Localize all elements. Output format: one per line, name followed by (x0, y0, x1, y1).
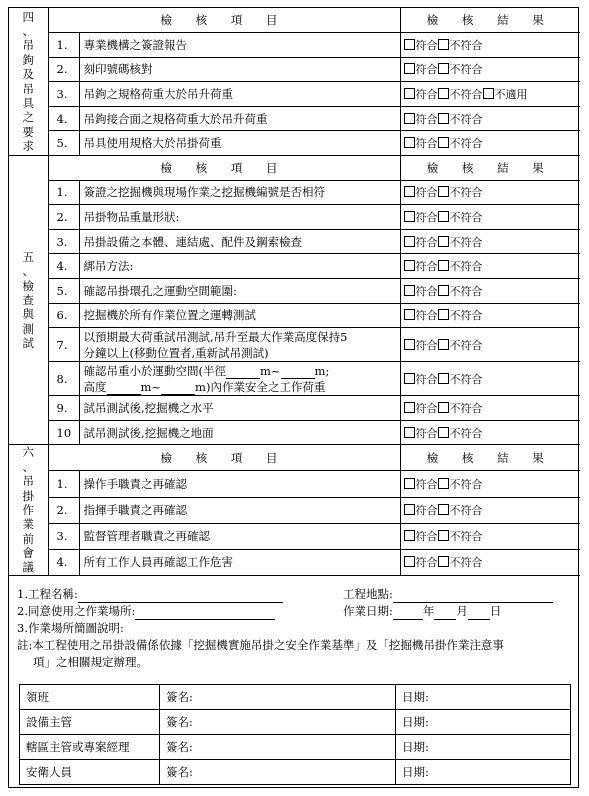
unit-label: m; (314, 363, 330, 378)
signature-row (20, 760, 571, 785)
item-text-line1: 確認吊掛環孔之運動空間範圍: (83, 283, 237, 298)
result-column-header: 檢 核 結 果 (400, 156, 580, 181)
not-applicable-checkbox[interactable] (483, 88, 494, 99)
unit-label: m)內作業安全之工作荷重 (195, 379, 326, 394)
day-label: 日 (489, 604, 502, 618)
form-footer (9, 580, 578, 671)
row-number: 10 (48, 420, 79, 445)
row-number: 2. (48, 205, 79, 230)
row-result (400, 106, 580, 131)
fail-label: 不符合 (449, 338, 483, 352)
row-number: 1. (48, 180, 79, 205)
row-item-text (79, 549, 400, 575)
row-result (400, 57, 580, 82)
pass-checkbox[interactable] (404, 504, 415, 515)
fail-checkbox[interactable] (438, 285, 449, 296)
year-field[interactable] (393, 607, 423, 620)
row-item-text (79, 33, 400, 58)
row-result (400, 471, 580, 497)
section-title-char: 要 (22, 124, 34, 139)
month-field[interactable] (434, 607, 456, 620)
fail-checkbox[interactable] (438, 402, 449, 413)
height-max-field[interactable] (161, 382, 195, 395)
row-result (400, 279, 580, 304)
row-result (400, 362, 580, 396)
signature-role: 設備主管 (20, 710, 160, 735)
section-title (9, 156, 48, 445)
project-site-field[interactable] (393, 590, 553, 603)
day-field[interactable] (468, 607, 490, 620)
row-item-text (79, 254, 400, 279)
pass-label: 符合 (415, 137, 438, 151)
signature-field[interactable]: 簽名: (160, 710, 396, 735)
pass-checkbox[interactable] (404, 556, 415, 567)
date-field[interactable]: 日期: (396, 735, 571, 760)
section-title (9, 445, 48, 575)
row-item-text (79, 396, 400, 421)
pass-checkbox[interactable] (404, 186, 415, 197)
fail-checkbox[interactable] (438, 260, 449, 271)
table-row (9, 420, 580, 445)
unit-label: m~ (140, 379, 162, 394)
pass-checkbox[interactable] (404, 285, 415, 296)
section-title-char: 吊 (22, 38, 34, 53)
fail-label: 不符合 (449, 112, 483, 126)
item-text-line1: 綁吊方法: (83, 259, 134, 274)
not-applicable-label: 不適用 (494, 88, 528, 102)
fail-checkbox[interactable] (438, 63, 449, 74)
pass-checkbox[interactable] (404, 113, 415, 124)
table-row (9, 549, 580, 575)
pass-checkbox[interactable] (404, 427, 415, 438)
note-line-2: 項」之相關規定辦理。 (33, 655, 148, 669)
row-number: 6. (48, 303, 79, 328)
section-title-char: 會 (22, 546, 34, 561)
agree-place-label: 2.同意使用之作業場所: (17, 604, 136, 618)
table-row (9, 131, 580, 156)
section-title-char: 四 (22, 9, 34, 24)
fail-label: 不符合 (449, 88, 483, 102)
fail-label: 不符合 (449, 530, 483, 544)
section-title-char: 測 (22, 321, 34, 336)
row-item-text (79, 303, 400, 328)
row-number: 3. (48, 82, 79, 107)
row-result (400, 396, 580, 421)
pass-label: 符合 (415, 211, 438, 225)
inspection-form (8, 7, 579, 788)
item-column-header: 檢 核 項 目 (48, 445, 400, 471)
row-item-text (79, 229, 400, 254)
item-text-line1: 挖掘機於所有作業位置之運轉測試 (83, 308, 256, 323)
item-text-line1: 吊掛設備之本體、連結處、配件及鋼索檢查 (83, 234, 302, 249)
table-row (9, 82, 580, 107)
date-field[interactable]: 日期: (396, 710, 571, 735)
table-row (9, 396, 580, 421)
table-row (9, 180, 580, 205)
fail-label: 不符合 (449, 186, 483, 200)
pass-label: 符合 (415, 309, 438, 323)
fail-label: 不符合 (449, 63, 483, 77)
section-header-row (9, 8, 580, 33)
fail-checkbox[interactable] (438, 556, 449, 567)
agree-place-field[interactable] (135, 607, 275, 620)
row-result (400, 420, 580, 445)
section-title-char: 、 (22, 24, 34, 39)
item-column-header: 檢 核 項 目 (48, 156, 400, 181)
table-row (9, 523, 580, 549)
section-title-char: 吊 (22, 81, 34, 96)
project-name-label: 1.工程名稱: (17, 587, 78, 601)
item-text-line1: 簽證之挖掘機與現場作業之挖掘機編號是否相符 (83, 185, 325, 200)
row-number: 7. (48, 328, 79, 362)
row-item-text (79, 279, 400, 304)
item-text-line1: 以預期最大荷重試吊測試,吊升至最大作業高度保持5 (83, 329, 348, 344)
note-line-1: 註:本工程使用之吊掛設備係依據「挖掘機實施吊掛之安全作業基準」及「挖掘機吊掛作業注意事 (17, 638, 504, 652)
signature-table (19, 684, 571, 785)
fail-checkbox[interactable] (438, 427, 449, 438)
signature-row (20, 685, 571, 710)
row-result (400, 229, 580, 254)
section-title-char: 業 (22, 517, 34, 532)
date-field[interactable]: 日期: (396, 760, 571, 785)
item-text-line1: 操作手職責之再確認 (83, 477, 187, 491)
pass-label: 符合 (415, 556, 438, 570)
section-title-char: 查 (22, 293, 34, 308)
fail-label: 不符合 (449, 504, 483, 518)
item-text-line1: 刻印號碼核對 (83, 62, 153, 77)
pass-label: 符合 (415, 338, 438, 352)
row-item-text (79, 497, 400, 523)
row-result (400, 205, 580, 230)
signature-field[interactable]: 簽名: (160, 735, 396, 760)
pass-checkbox[interactable] (404, 211, 415, 222)
row-number: 3. (48, 523, 79, 549)
row-result (400, 497, 580, 523)
row-item-text (79, 131, 400, 156)
radius-min-field[interactable] (226, 366, 260, 379)
radius-max-field[interactable] (281, 366, 315, 379)
signature-field[interactable]: 簽名: (160, 760, 396, 785)
row-result (400, 131, 580, 156)
row-item-text (79, 362, 400, 396)
fail-label: 不符合 (449, 235, 483, 249)
fail-checkbox[interactable] (438, 530, 449, 541)
section-title-char: 之 (22, 110, 34, 125)
table-row (9, 328, 580, 362)
pass-label: 符合 (415, 426, 438, 440)
section-title-char: 與 (22, 307, 34, 322)
row-number: 1. (48, 33, 79, 58)
section-title-char: 掛 (22, 488, 34, 503)
row-item-text (79, 106, 400, 131)
row-item-text (79, 420, 400, 445)
item-text-line1: 指揮手職責之再確認 (83, 503, 187, 518)
pass-checkbox[interactable] (404, 309, 415, 320)
item-text-line2: 高度 (83, 379, 107, 394)
fail-label: 不符合 (449, 426, 483, 440)
table-row (9, 362, 580, 396)
fail-checkbox[interactable] (438, 211, 449, 222)
fail-label: 不符合 (449, 137, 483, 151)
pass-label: 符合 (415, 38, 438, 52)
pass-label: 符合 (415, 88, 438, 102)
date-field[interactable]: 日期: (396, 685, 571, 710)
pass-label: 符合 (415, 112, 438, 126)
row-result (400, 82, 580, 107)
signature-role: 領班 (20, 685, 160, 710)
signature-role: 轄區主管或專案經理 (20, 735, 160, 760)
item-text-line1: 吊掛物品重量形狀: (83, 210, 180, 225)
row-item-text (79, 328, 400, 362)
pass-label: 符合 (415, 235, 438, 249)
table-row (9, 229, 580, 254)
section-title-char: 求 (22, 139, 34, 154)
section-title-char: 、 (22, 264, 34, 279)
section-title-char: 、 (22, 459, 34, 474)
fail-label: 不符合 (449, 478, 483, 491)
row-result (400, 303, 580, 328)
fail-label: 不符合 (449, 556, 483, 570)
pass-label: 符合 (415, 504, 438, 518)
table-row (9, 279, 580, 304)
pass-checkbox[interactable] (404, 137, 415, 148)
pass-checkbox[interactable] (404, 339, 415, 350)
table-row (9, 303, 580, 328)
table-row (9, 471, 580, 497)
pass-label: 符合 (415, 530, 438, 544)
row-result (400, 523, 580, 549)
row-item-text (79, 180, 400, 205)
section-header-row (9, 156, 580, 181)
section-title-char: 試 (22, 336, 34, 351)
fail-label: 不符合 (449, 372, 483, 386)
section-title (9, 8, 48, 156)
fail-label: 不符合 (449, 309, 483, 323)
row-number: 1. (48, 471, 79, 497)
fail-checkbox[interactable] (438, 339, 449, 350)
pass-checkbox[interactable] (404, 63, 415, 74)
row-number: 8. (48, 362, 79, 396)
row-item-text (79, 57, 400, 82)
pass-checkbox[interactable] (404, 402, 415, 413)
fail-checkbox[interactable] (438, 88, 449, 99)
row-item-text (79, 471, 400, 497)
row-number: 4. (48, 549, 79, 575)
row-number: 4. (48, 254, 79, 279)
pass-checkbox[interactable] (404, 236, 415, 247)
row-number: 3. (48, 229, 79, 254)
fail-checkbox[interactable] (438, 113, 449, 124)
result-column-header: 檢 核 結 果 (400, 445, 580, 471)
work-date-label: 作業日期: (343, 604, 393, 618)
item-text-line1: 試吊測試後,挖掘機之水平 (83, 401, 214, 416)
item-column-header: 檢 核 項 目 (48, 8, 400, 33)
result-column-header: 檢 核 結 果 (400, 8, 580, 33)
table-row (9, 254, 580, 279)
signature-row (20, 710, 571, 735)
section-title-char: 具 (22, 95, 34, 110)
item-text-line1: 吊鉤之規格荷重大於吊升荷重 (83, 87, 233, 102)
section-title-char: 檢 (22, 278, 34, 293)
item-text-line1: 吊鉤接合面之規格荷重大於吊升荷重 (83, 111, 268, 126)
signature-role: 安衛人員 (20, 760, 160, 785)
fail-label: 不符合 (449, 38, 483, 52)
table-row (9, 205, 580, 230)
pass-label: 符合 (415, 186, 438, 200)
row-result (400, 180, 580, 205)
section-title-char: 吊 (22, 474, 34, 489)
scope-label: 3.作業場所簡圖說明: (17, 621, 124, 635)
section-title-char: 五 (22, 249, 34, 264)
table-row (9, 106, 580, 131)
pass-checkbox[interactable] (404, 39, 415, 50)
item-text-line1: 所有工作人員再確認工作危害 (83, 555, 233, 570)
fail-label: 不符合 (449, 284, 483, 298)
table-row (9, 33, 580, 58)
fail-checkbox[interactable] (438, 309, 449, 320)
pass-checkbox[interactable] (404, 530, 415, 541)
section-title-char: 鉤 (22, 52, 34, 67)
row-result (400, 328, 580, 362)
pass-checkbox[interactable] (404, 88, 415, 99)
row-result (400, 33, 580, 58)
item-text-line1: 試吊測試後,挖掘機之地面 (83, 425, 214, 440)
pass-label: 符合 (415, 372, 438, 386)
section-title-char: 前 (22, 531, 34, 546)
fail-checkbox[interactable] (438, 137, 449, 148)
pass-label: 符合 (415, 478, 438, 491)
month-label: 月 (456, 604, 468, 618)
pass-label: 符合 (415, 63, 438, 77)
item-text-line1: 專業機構之簽證報告 (83, 37, 187, 52)
fail-label: 不符合 (449, 260, 483, 274)
height-min-field[interactable] (107, 382, 141, 395)
table-row (9, 57, 580, 82)
signature-field[interactable]: 簽名: (160, 685, 396, 710)
row-number: 5. (48, 279, 79, 304)
section-title-char: 六 (22, 445, 34, 460)
inspection-table (9, 8, 580, 576)
fail-checkbox[interactable] (438, 186, 449, 197)
row-result (400, 549, 580, 575)
row-item-text (79, 82, 400, 107)
year-label: 年 (422, 604, 435, 618)
fail-checkbox[interactable] (438, 236, 449, 247)
item-text-line1: 監督管理者職責之再確認 (83, 529, 210, 544)
unit-label: m~ (260, 363, 281, 378)
project-site-label: 工程地點: (343, 587, 393, 601)
section-title-char: 及 (22, 67, 34, 82)
signature-row (20, 735, 571, 760)
row-result (400, 254, 580, 279)
fail-checkbox[interactable] (438, 478, 449, 489)
pass-checkbox[interactable] (404, 373, 415, 384)
item-text-line1: 吊具使用規格大於吊掛荷重 (83, 136, 222, 151)
row-number: 9. (48, 396, 79, 421)
table-row (9, 497, 580, 523)
fail-label: 不符合 (449, 211, 483, 225)
fail-checkbox[interactable] (438, 373, 449, 384)
fail-label: 不符合 (449, 402, 483, 416)
section-header-row (9, 445, 580, 471)
item-text-line1: 確認吊重小於運動空間(半徑 (83, 363, 226, 378)
fail-checkbox[interactable] (438, 504, 449, 515)
row-item-text (79, 523, 400, 549)
row-number: 4. (48, 106, 79, 131)
pass-checkbox[interactable] (404, 478, 415, 489)
section-title-char: 作 (22, 502, 34, 517)
row-number: 5. (48, 131, 79, 156)
pass-label: 符合 (415, 284, 438, 298)
item-text-line2: 分鐘以上(移動位置者,重新試吊測試) (83, 345, 269, 360)
pass-label: 符合 (415, 402, 438, 416)
pass-checkbox[interactable] (404, 260, 415, 271)
row-item-text (79, 205, 400, 230)
project-name-field[interactable] (78, 590, 283, 603)
section-title-char: 議 (22, 560, 34, 575)
row-number: 2. (48, 57, 79, 82)
pass-label: 符合 (415, 260, 438, 274)
fail-checkbox[interactable] (438, 39, 449, 50)
row-number: 2. (48, 497, 79, 523)
